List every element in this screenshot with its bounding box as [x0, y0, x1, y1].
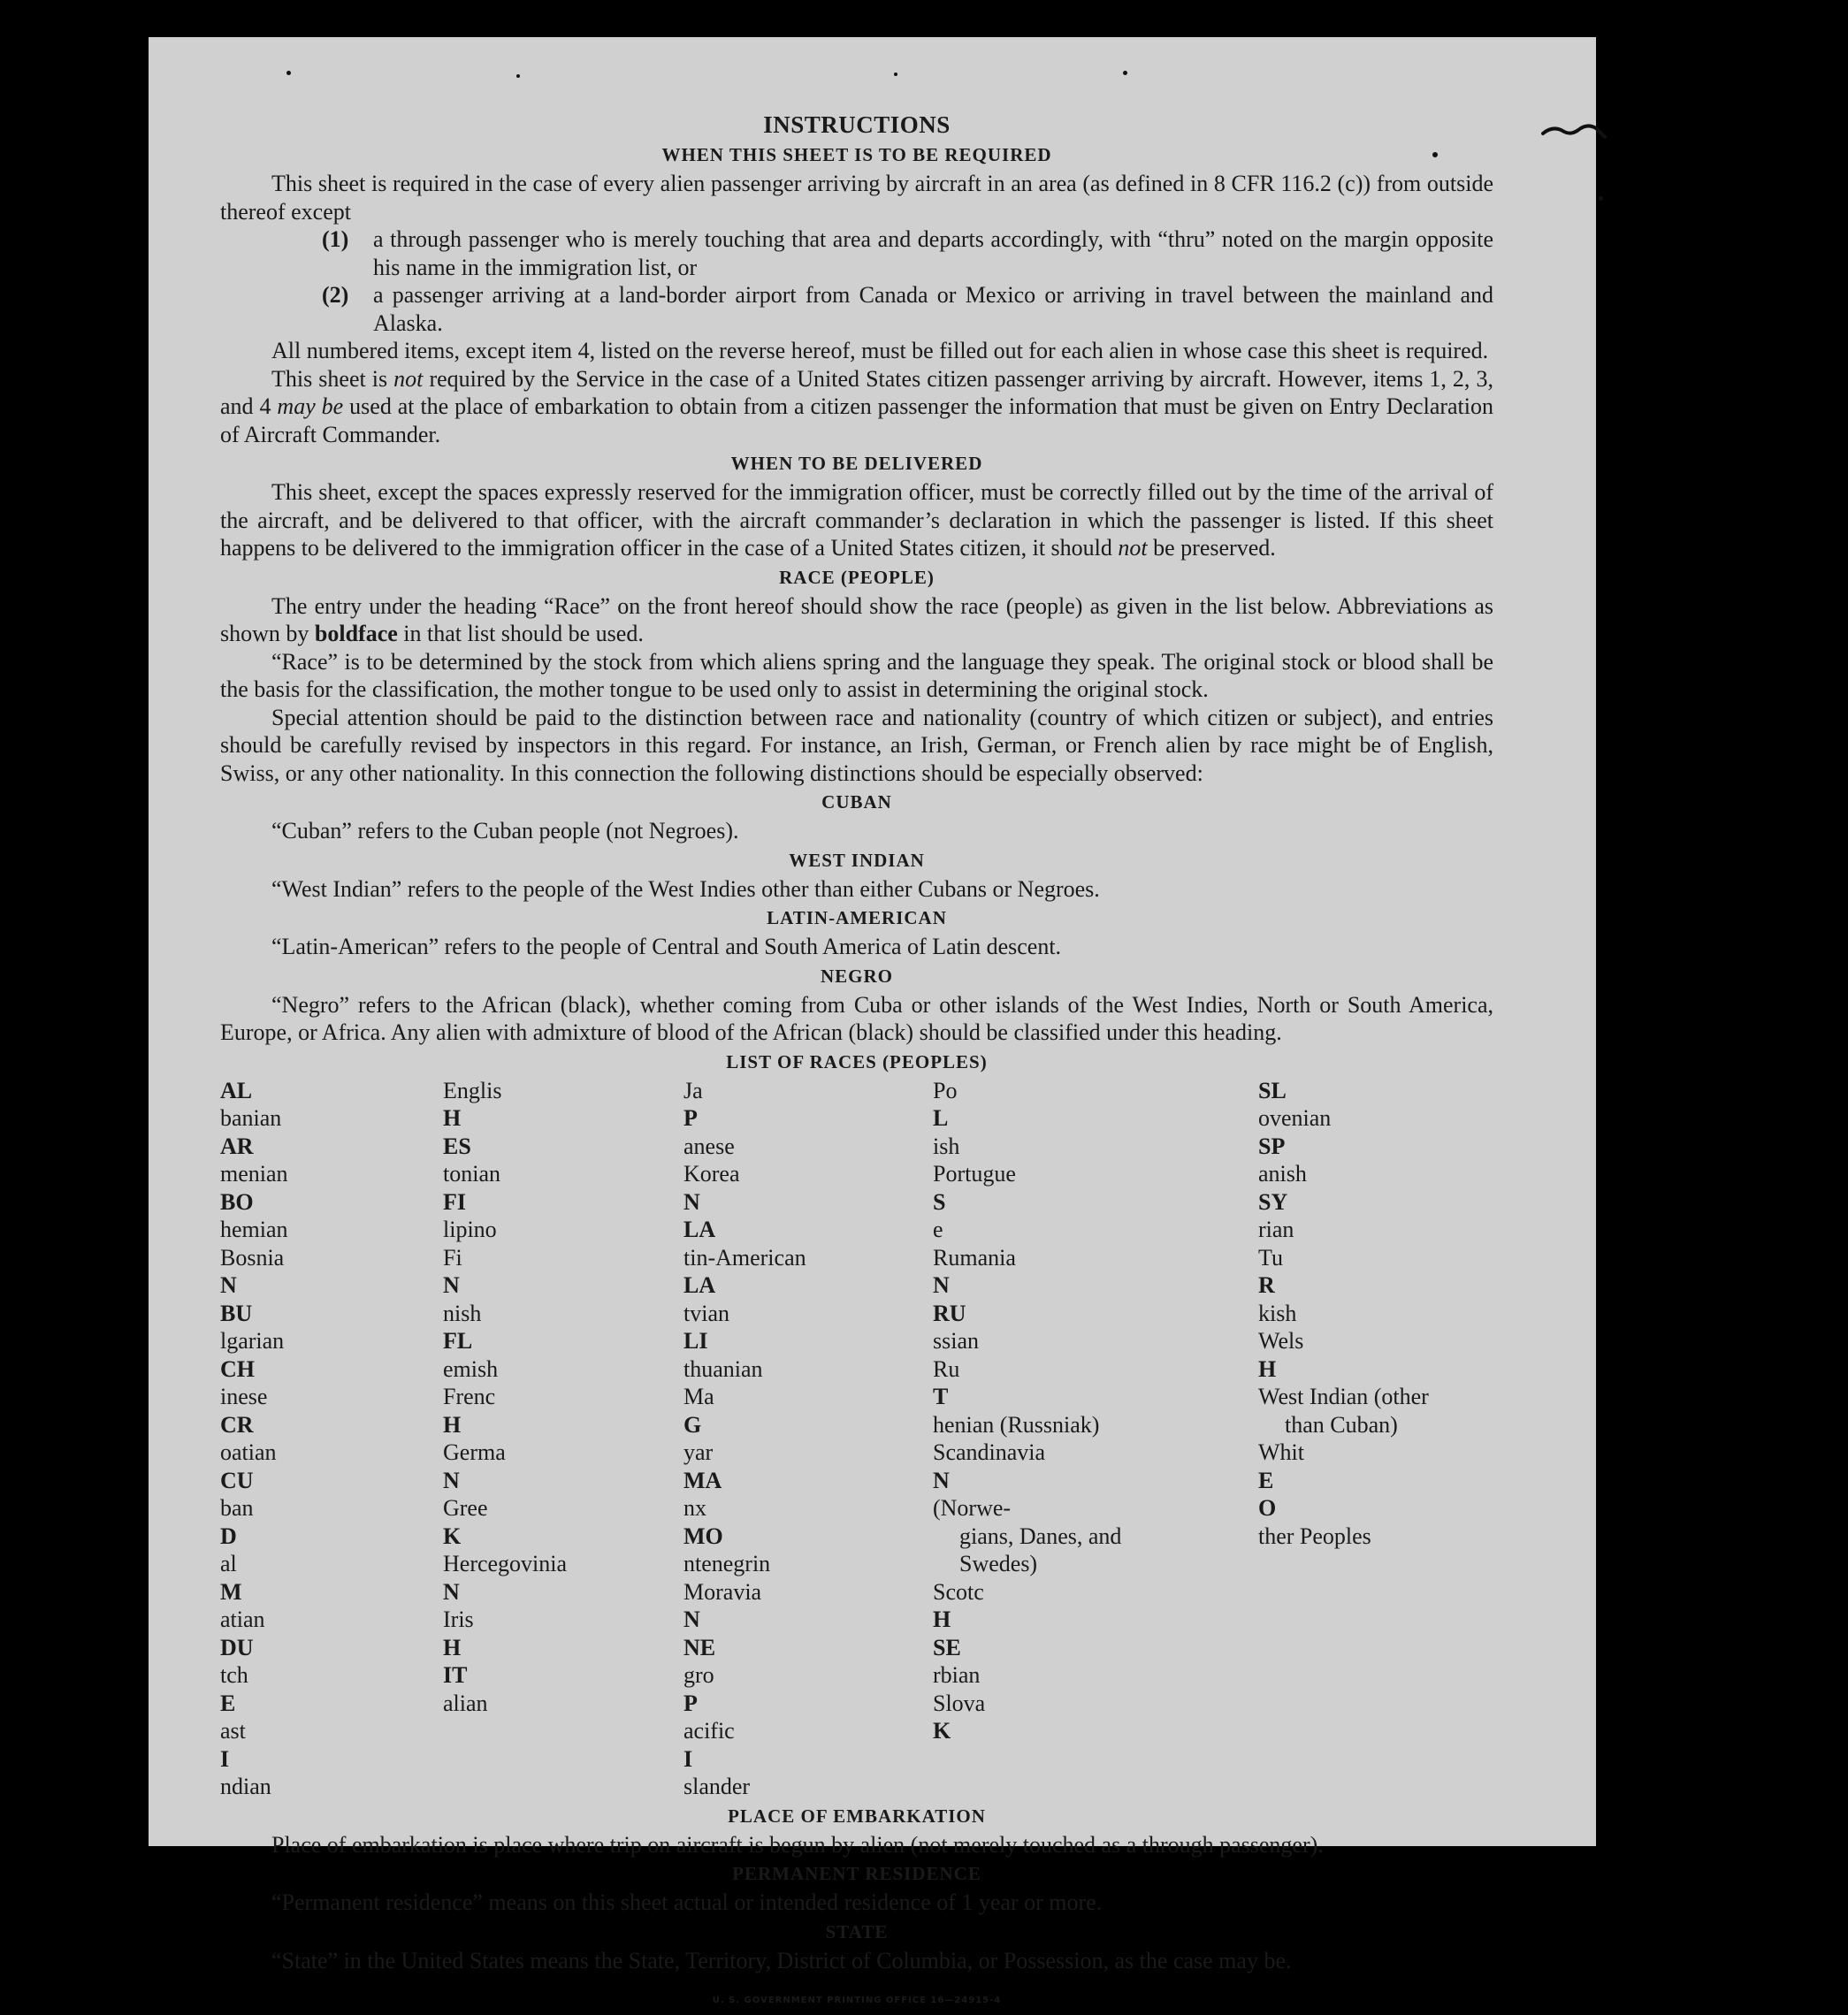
race-abbreviation: R — [1258, 1272, 1275, 1298]
paragraph-delivered — [220, 478, 1493, 562]
race-text: Germa — [443, 1439, 506, 1465]
heading-when-required: WHEN THIS SHEET IS TO BE REQUIRED — [661, 144, 1052, 165]
race-abbreviation: N — [443, 1272, 460, 1298]
race-abbreviation: FI — [443, 1188, 466, 1215]
race-entry — [443, 1550, 683, 1606]
race-text: ther Peoples — [1258, 1523, 1371, 1549]
race-entry — [1258, 1327, 1493, 1383]
paragraph-permanent-residence: “Permanent residence” means on this sheet actual or intended residence of 1 year or more. — [271, 1889, 1103, 1915]
race-text: Frenc — [443, 1384, 496, 1409]
race-abbreviation: MO — [683, 1523, 723, 1549]
race-abbreviation: RU — [933, 1300, 966, 1326]
paragraph-negro: “Negro” refers to the African (black), whether coming from Cuba or other islands of the West Indies, North or South America, Europe, or Africa. Any alien with admixture of blood of the African (black) should be classified under this heading. — [220, 991, 1493, 1045]
race-abbreviation: N — [443, 1467, 460, 1493]
emphasis-not: not — [393, 365, 424, 392]
race-abbreviation: N — [220, 1272, 237, 1298]
race-text: ndian — [220, 1774, 271, 1799]
race-entry — [683, 1523, 933, 1578]
race-text: gro — [683, 1662, 714, 1688]
race-text: ntenegrin — [683, 1551, 771, 1576]
race-text: ovenian — [1258, 1105, 1332, 1131]
heading-when-delivered: WHEN TO BE DELIVERED — [730, 453, 983, 474]
race-entry — [220, 1244, 443, 1300]
race-text: acific — [683, 1718, 735, 1744]
race-entry — [220, 1634, 443, 1690]
race-entry — [933, 1300, 1258, 1355]
race-abbreviation: N — [683, 1607, 700, 1632]
race-entry — [443, 1606, 683, 1661]
race-abbreviation: D — [220, 1523, 237, 1549]
race-abbreviation: DU — [220, 1634, 254, 1660]
race-entry — [1258, 1244, 1493, 1328]
race-entry — [220, 1690, 443, 1801]
race-text: nish — [443, 1300, 482, 1326]
race-entry — [933, 1578, 1258, 1634]
race-entry — [933, 1690, 1258, 1745]
race-abbreviation: SP — [1258, 1133, 1286, 1159]
race-text: Swedes) — [959, 1551, 1038, 1576]
race-abbreviation: K — [443, 1523, 462, 1549]
emphasis-not: not — [1118, 535, 1148, 561]
race-text: Wels — [1258, 1328, 1304, 1354]
paragraph-cuban: “Cuban” refers to the Cuban people (not Negroes). — [271, 818, 739, 843]
race-abbreviation: CH — [220, 1355, 255, 1382]
race-entry — [443, 1383, 683, 1439]
race-text: Gree — [443, 1495, 488, 1521]
race-text: Fi — [443, 1244, 462, 1271]
race-column — [220, 1077, 443, 1801]
race-abbreviation: IT — [443, 1662, 468, 1688]
paragraph-state: “State” in the United States means the State, Territory, District of Columbia, or Possession, as the case may be. — [271, 1947, 1292, 1973]
race-entry — [443, 1077, 683, 1133]
race-abbreviation: SY — [1258, 1188, 1288, 1215]
race-abbreviation: BO — [220, 1188, 254, 1215]
race-abbreviation: I — [220, 1745, 230, 1772]
race-text: rbian — [933, 1662, 981, 1688]
race-text: Whit — [1258, 1439, 1304, 1465]
speck-mark — [516, 74, 520, 78]
race-entry — [933, 1244, 1258, 1300]
heading-embarkation: PLACE OF EMBARKATION — [728, 1805, 986, 1827]
race-text: lgarian — [220, 1328, 285, 1354]
race-entry — [1258, 1133, 1493, 1188]
race-entry — [683, 1690, 933, 1801]
race-text: Korea — [683, 1161, 740, 1187]
race-text: ish — [933, 1133, 960, 1159]
race-entry — [933, 1550, 1258, 1578]
race-abbreviation: SE — [933, 1634, 961, 1660]
race-entry — [443, 1188, 683, 1244]
race-text: Ru — [933, 1355, 960, 1382]
race-abbreviation: AR — [220, 1133, 254, 1159]
race-text: Bosnia — [220, 1244, 285, 1271]
race-entry — [220, 1133, 443, 1188]
race-entry — [443, 1244, 683, 1328]
race-abbreviation: ES — [443, 1133, 471, 1159]
document-sheet — [149, 37, 1596, 2005]
race-entry — [1258, 1188, 1493, 1244]
race-text: thuanian — [683, 1355, 763, 1382]
race-text: e — [933, 1217, 943, 1242]
race-entry — [443, 1327, 683, 1383]
heading-permanent-residence: PERMANENT RESIDENCE — [732, 1863, 981, 1884]
paragraph-required: This sheet is required in the case of every alien passenger arriving by aircraft in an area (as defined in 8 CFR 116.2 (c)) from outside thereof except — [220, 171, 1493, 225]
paragraph-numbered-items: All numbered items, except item 4, listed on the reverse hereof, must be filled out for each alien in whose case this sheet is required. — [271, 338, 1489, 363]
race-abbreviation: H — [1258, 1355, 1277, 1382]
race-entry — [220, 1355, 443, 1411]
race-text: tvian — [683, 1300, 729, 1326]
race-text: alian — [443, 1690, 488, 1716]
race-entry — [220, 1300, 443, 1355]
race-abbreviation: L — [933, 1105, 949, 1131]
paragraph-latin-american: “Latin-American” refers to the people of Central and South America of Latin descent. — [271, 934, 1062, 959]
race-text: inese — [220, 1384, 268, 1409]
race-list-columns — [220, 1077, 1493, 1801]
text-run: This sheet, except the spaces expressly reserved for the immigration officer, must be correctly filled out by the time of the arrival of the aircraft, and be delivered to that officer, with the aircraft commander’s declaration in which the passenger is listed. If this sheet happens to be delivered to the immigration officer in the case of a United States citizen, it should — [220, 479, 1493, 561]
race-entry — [1258, 1439, 1493, 1494]
heading-latin-american: LATIN-AMERICAN — [767, 907, 947, 928]
race-abbreviation: S — [933, 1188, 946, 1215]
race-column — [1258, 1077, 1493, 1801]
race-abbreviation: MA — [683, 1467, 722, 1493]
race-abbreviation: SL — [1258, 1077, 1287, 1103]
race-entry — [933, 1355, 1258, 1439]
heading-state: STATE — [825, 1920, 889, 1942]
race-text: Moravia — [683, 1578, 762, 1605]
race-column — [933, 1077, 1258, 1801]
race-text: Scandinavia — [933, 1439, 1046, 1465]
race-entry — [443, 1133, 683, 1188]
race-text: Po — [933, 1077, 958, 1103]
race-abbreviation: H — [443, 1105, 462, 1131]
text-run: in that list should be used. — [397, 621, 644, 646]
race-entry — [443, 1661, 683, 1717]
item-text: a through passenger who is merely touching that area and departs accordingly, with “thru” noted on the margin opposite his name in the immigration list, or — [373, 226, 1493, 280]
race-abbreviation: BU — [220, 1300, 253, 1326]
race-text: Ja — [683, 1077, 703, 1103]
speck-mark — [1123, 71, 1127, 75]
text-run: used at the place of embarkation to obtain from a citizen passenger the information that must be given on Entry Declaration of Aircraft Commander. — [220, 393, 1493, 447]
race-abbreviation: P — [683, 1690, 698, 1716]
race-abbreviation: H — [933, 1607, 951, 1632]
race-abbreviation: H — [443, 1411, 462, 1438]
item-number: (1) — [322, 226, 349, 252]
text-run: be preserved. — [1147, 535, 1276, 561]
race-text: slander — [683, 1774, 751, 1799]
race-text: Ma — [683, 1384, 714, 1409]
race-text: tch — [220, 1662, 248, 1688]
race-entry — [933, 1634, 1258, 1690]
race-entry — [443, 1494, 683, 1550]
race-column — [443, 1077, 683, 1801]
exception-item-2 — [322, 281, 1493, 337]
race-entry — [1258, 1411, 1493, 1439]
heading-list-of-races: LIST OF RACES (PEOPLES) — [726, 1050, 988, 1072]
race-entry — [683, 1578, 933, 1634]
race-entry — [220, 1411, 443, 1467]
race-abbreviation: N — [933, 1272, 950, 1298]
race-entry — [220, 1188, 443, 1244]
text-run: required by the Service in the case of a United States citizen passenger arriving by aircraft. However, items 1, 2, 3, and 4 — [220, 365, 1493, 419]
paragraph-race-stock: “Race” is to be determined by the stock from which aliens spring and the language they speak. The original stock or blood shall be the basis for the classification, the mother tongue to be used only to assist in determining the original stock. — [220, 648, 1493, 702]
race-text: henian (Russniak) — [933, 1411, 1100, 1438]
paragraph-west-indian: “West Indian” refers to the people of the West Indies other than either Cubans or Negroes. — [271, 875, 1100, 902]
race-entry — [1258, 1494, 1493, 1550]
item-text: a passenger arriving at a land-border airport from Canada or Mexico or arriving in travel between the mainland and Alaska. — [373, 282, 1493, 336]
race-text: (Norwe- — [933, 1495, 1012, 1521]
race-abbreviation: M — [220, 1578, 242, 1605]
heading-west-indian: WEST INDIAN — [789, 849, 925, 871]
exception-item-1 — [322, 225, 1493, 281]
race-text: Rumania — [933, 1244, 1016, 1271]
race-entry — [683, 1271, 933, 1327]
race-text: than Cuban) — [1285, 1411, 1398, 1438]
race-text: anese — [683, 1133, 735, 1159]
race-entry — [933, 1077, 1258, 1161]
race-text: Scotc — [933, 1578, 984, 1605]
item-number: (2) — [322, 282, 349, 308]
race-entry — [683, 1216, 933, 1271]
heading-race: RACE (PEOPLE) — [779, 566, 935, 588]
race-abbreviation: T — [933, 1384, 949, 1409]
race-abbreviation: H — [443, 1634, 462, 1660]
race-abbreviation: LA — [683, 1272, 716, 1298]
race-entry — [1258, 1383, 1493, 1411]
race-text: oatian — [220, 1439, 277, 1465]
race-entry — [933, 1439, 1258, 1523]
race-abbreviation: AL — [220, 1077, 253, 1103]
printing-office-footer: U. S. GOVERNMENT PRINTING OFFICE 16—24915-4 — [712, 1996, 1002, 2005]
race-abbreviation: N — [683, 1188, 700, 1215]
race-text: gians, Danes, and — [959, 1523, 1122, 1549]
race-abbreviation: CU — [220, 1467, 254, 1493]
race-abbreviation: P — [683, 1105, 698, 1131]
race-text: menian — [220, 1161, 288, 1187]
paragraph-race-nationality: Special attention should be paid to the distinction between race and nationality (country of which citizen or subject), and entries should be carefully revised by inspectors in this regard. For instance, an Irish, German, or French alien by race might be of English, Swiss, or any other nationality. In this connection the following distinctions should be especially observed: — [220, 704, 1493, 786]
race-abbreviation: N — [933, 1467, 950, 1493]
race-text: atian — [220, 1607, 265, 1632]
race-entry — [683, 1160, 933, 1216]
race-text: Portugue — [933, 1161, 1016, 1187]
heading-cuban: CUBAN — [821, 791, 892, 813]
race-abbreviation: E — [1258, 1467, 1274, 1493]
emphasis-boldface: boldface — [314, 621, 398, 646]
race-text: ssian — [933, 1328, 979, 1354]
race-entry — [683, 1383, 933, 1467]
emphasis-may-be: may be — [277, 393, 344, 419]
race-entry — [683, 1634, 933, 1690]
race-text: Slova — [933, 1690, 986, 1716]
pen-scratch-mark — [1541, 121, 1612, 142]
race-entry — [220, 1467, 443, 1523]
race-entry — [1258, 1077, 1493, 1133]
race-text: nx — [683, 1495, 706, 1521]
race-text: Englis — [443, 1077, 502, 1103]
paragraph-race-entry — [220, 592, 1493, 648]
race-abbreviation: G — [683, 1411, 702, 1438]
race-entry — [683, 1467, 933, 1523]
race-text: banian — [220, 1105, 282, 1131]
race-abbreviation: LI — [683, 1328, 708, 1354]
paragraph-embarkation: Place of embarkation is place where trip on aircraft is begun by alien (not merely touched as a through passenger). — [271, 1831, 1324, 1858]
race-entry — [683, 1077, 933, 1161]
speck-mark — [1599, 196, 1603, 201]
race-text: kish — [1258, 1300, 1297, 1326]
paragraph-citizen — [220, 365, 1493, 449]
speck-mark — [894, 73, 897, 76]
race-entry — [683, 1327, 933, 1383]
race-text: West Indian (other — [1258, 1384, 1429, 1409]
race-text: ast — [220, 1718, 246, 1744]
race-text: ban — [220, 1495, 254, 1521]
race-abbreviation: N — [443, 1578, 460, 1605]
race-abbreviation: O — [1258, 1495, 1277, 1521]
race-entry — [933, 1523, 1258, 1551]
race-text: Tu — [1258, 1244, 1283, 1271]
race-text: al — [220, 1551, 237, 1576]
instructions-content — [220, 108, 1493, 2015]
text-run: This sheet is — [271, 365, 394, 392]
race-entry — [933, 1160, 1258, 1244]
race-text: lipino — [443, 1217, 497, 1242]
race-entry — [443, 1439, 683, 1494]
race-abbreviation: FL — [443, 1328, 473, 1354]
race-text: tonian — [443, 1161, 500, 1187]
race-text: Iris — [443, 1607, 474, 1632]
race-text: yar — [683, 1439, 714, 1465]
race-text: rian — [1258, 1217, 1294, 1242]
race-text: hemian — [220, 1217, 288, 1242]
text-run: The entry under the heading “Race” on the front hereof should show the race (people) as given in the list below. Abbreviations as shown by — [220, 592, 1493, 646]
race-abbreviation: CR — [220, 1411, 254, 1438]
race-text: anish — [1258, 1161, 1307, 1187]
heading-negro: NEGRO — [820, 965, 893, 987]
race-abbreviation: K — [933, 1718, 951, 1744]
race-column — [683, 1077, 933, 1801]
race-abbreviation: NE — [683, 1634, 716, 1660]
race-entry — [220, 1523, 443, 1634]
race-entry — [220, 1077, 443, 1133]
race-text: tin-American — [683, 1244, 806, 1271]
race-abbreviation: E — [220, 1690, 236, 1716]
page-title: INSTRUCTIONS — [763, 111, 951, 138]
race-text: emish — [443, 1355, 499, 1382]
speck-mark — [286, 71, 291, 75]
race-abbreviation: I — [683, 1745, 693, 1772]
race-text: Hercegovinia — [443, 1551, 568, 1576]
race-abbreviation: LA — [683, 1217, 716, 1242]
